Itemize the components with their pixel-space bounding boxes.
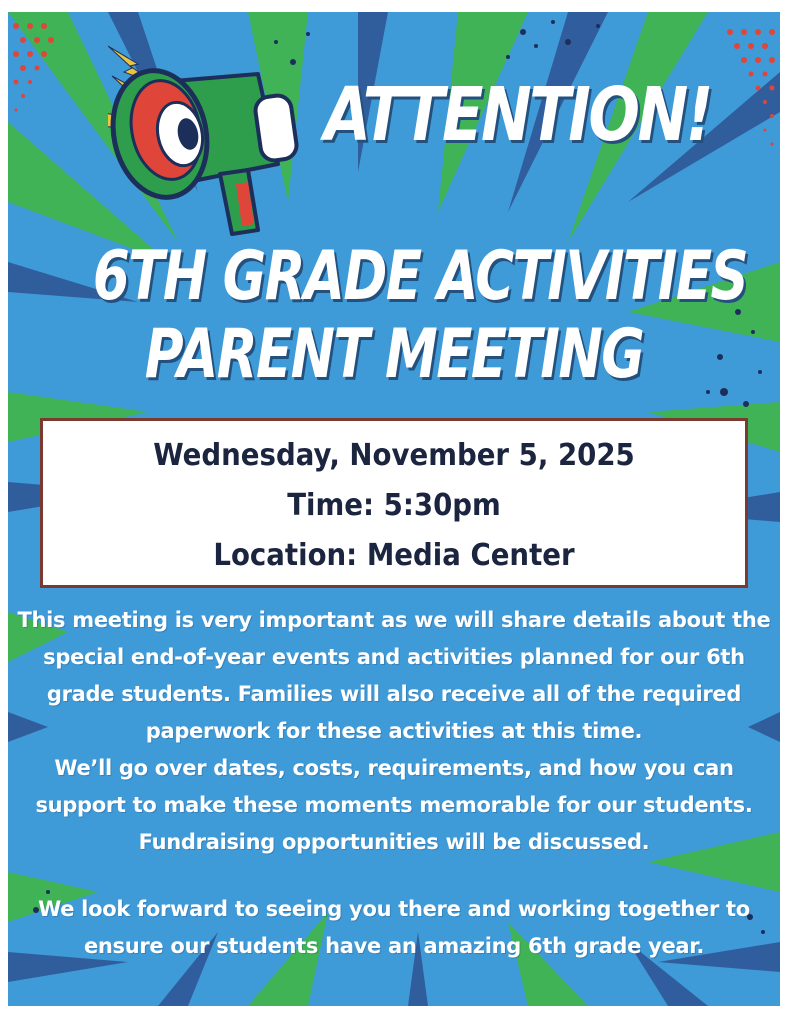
- event-date: Wednesday, November 5, 2025: [153, 438, 635, 473]
- event-title-line1: 6TH GRADE ACTIVITIES: [92, 237, 748, 316]
- body-paragraph-1: This meeting is very important as we will share details about the special end-of-year events and activities planned for our 6th grade students. Families will also receive all of the required paperwork for these activities at this time.: [17, 608, 771, 743]
- event-time: Time: 5:30pm: [287, 488, 501, 523]
- event-title: [8, 238, 780, 394]
- event-title-line2: PARENT MEETING: [144, 315, 644, 394]
- flyer-body: [12, 602, 776, 965]
- event-details-box: [40, 418, 748, 588]
- flyer: [8, 12, 780, 1006]
- paragraph-spacer: [12, 861, 776, 891]
- body-paragraph-3: We look forward to seeing you there and working together to ensure our students have an amazing 6th grade year.: [38, 897, 750, 958]
- body-paragraph-2: We’ll go over dates, costs, requirements, and how you can support to make these moments memorable for our students. Fundraising opportunities will be discussed.: [35, 756, 753, 854]
- attention-heading: ATTENTION!: [324, 72, 711, 158]
- event-location: Location: Media Center: [213, 538, 575, 573]
- megaphone-icon: [108, 34, 308, 244]
